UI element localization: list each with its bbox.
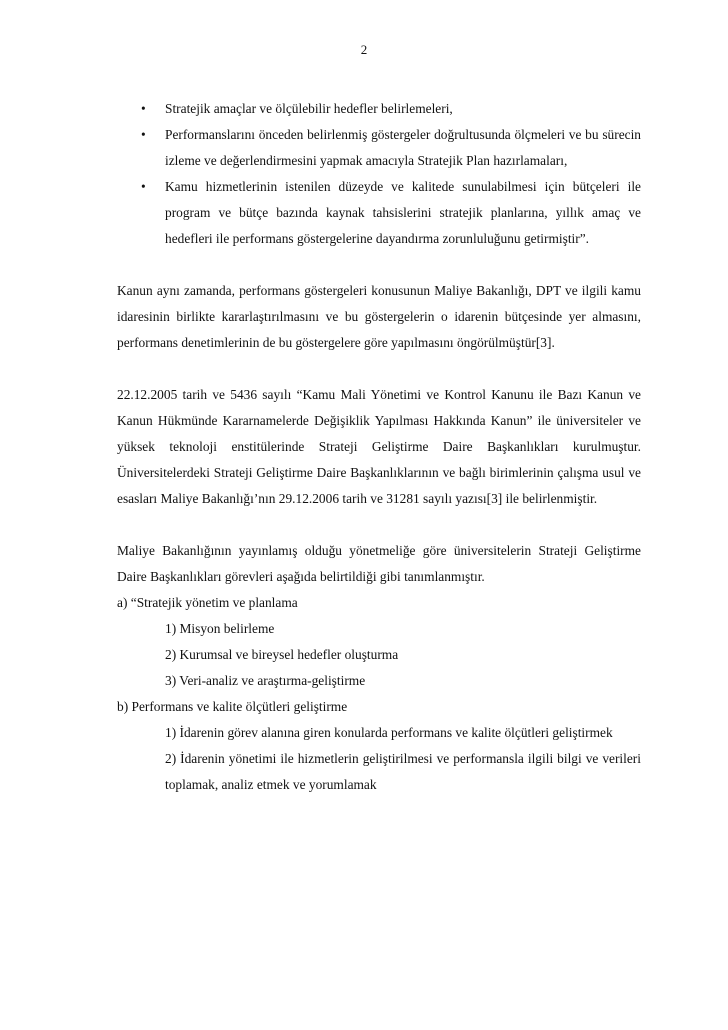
page-number: 2: [360, 42, 368, 57]
list-b-item: 2) İdarenin yönetimi ile hizmetlerin geliştirilmesi ve performansla ilgili bilgi ve verileri toplamak, analiz etmek ve yorumlamak: [165, 751, 641, 792]
bullet-item: • Stratejik amaçlar ve ölçülebilir hedefler belirlemeleri,: [117, 96, 641, 122]
paragraph-duties-intro: Maliye Bakanlığının yayınlamış olduğu yönetmeliğe göre üniversitelerin Strateji Geliştirme Daire Başkanlıkları görevleri aşağıda belirtildiği gibi tanımlanmıştır.: [117, 543, 641, 584]
bullet-item: • Kamu hizmetlerinin istenilen düzeyde ve kalitede sunulabilmesi için bütçeleri ile program ve bütçe bazında kaynak tahsislerini stratejik planlarına, yıllık amaç ve hedefleri ile performans göstergelerine dayandırma zorunluluğunu getirmiştir”.: [117, 174, 641, 252]
list-a-heading: a) “Stratejik yönetim ve planlama: [117, 595, 298, 610]
bullet-item: • Performanslarını önceden belirlenmiş göstergeler doğrultusunda ölçmeleri ve bu sürecin izleme ve değerlendirmesini yapmak amacıyla Stratejik Plan hazırlamaları,: [117, 122, 641, 174]
list-a-item: 1) Misyon belirleme: [165, 621, 275, 636]
list-b-item: 1) İdarenin görev alanına giren konularda performans ve kalite ölçütleri geliştirmek: [165, 725, 613, 740]
paragraph-performance-indicators: Kanun aynı zamanda, performans göstergeleri konusunun Maliye Bakanlığı, DPT ve ilgili kamu idaresinin birlikte kararlaştırılmasını ve bu göstergelerin o idarenin bütçesinde yer almasını, performans denetimlerinin de bu göstergelere göre yapılmasını öngörülmüştür[3].: [117, 283, 641, 350]
bullet-list: [117, 96, 641, 252]
paragraph-law-5436: 22.12.2005 tarih ve 5436 sayılı “Kamu Mali Yönetimi ve Kontrol Kanunu ile Bazı Kanun ve Kanun Hükmünde Kararnamelerde Değişiklik Yapılması Hakkında Kanun” ile üniversiteler ve yüksek teknoloji enstitülerinde Strateji Geliştirme Daire Başkanlıkları kurulmuştur. Üniversitelerdeki Strateji Geliştirme Daire Başkanlıklarının ve bağlı birimlerinin çalışma usul ve esasları Maliye Bakanlığı’nın 29.12.2006 tarih ve 31281 sayılı yazısı[3] ile belirlenmiştir.: [117, 387, 641, 506]
list-a-item: 3) Veri-analiz ve araştırma-geliştirme: [165, 673, 366, 688]
list-b-heading: b) Performans ve kalite ölçütleri geliştirme: [117, 699, 348, 714]
document-body: [117, 96, 641, 798]
list-a-item: 2) Kurumsal ve bireysel hedefler oluşturma: [165, 647, 399, 662]
